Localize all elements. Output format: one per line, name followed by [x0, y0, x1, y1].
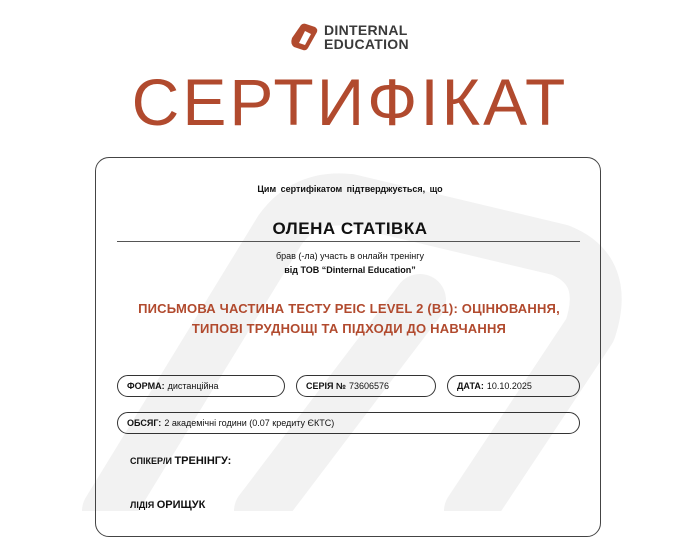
course-title [120, 299, 578, 339]
participation-block [0, 249, 700, 277]
speaker-first-name: ЛІДІЯ [130, 500, 155, 510]
intro-text: Цим сертифікатом підтверджується, що [257, 184, 443, 194]
certificate-title: СЕРТИФІКАТ [131, 65, 569, 139]
speaker-label-b: ТРЕНІНГУ: [174, 455, 232, 467]
date-field [447, 375, 580, 397]
name-underline [117, 241, 580, 242]
form-label: ФОРМА: [127, 381, 165, 391]
brand-logo [288, 22, 409, 52]
date-value: 10.10.2025 [486, 381, 532, 391]
volume-value: 2 академічні години (0.07 кредиту ЄКТС) [164, 418, 335, 428]
serial-field [296, 375, 436, 397]
speaker-label-a: СПІКЕР/И [130, 456, 172, 466]
speaker-name [130, 499, 205, 511]
serial-value: 73606576 [349, 381, 390, 391]
volume-field [117, 412, 580, 434]
course-title-line-2: ТИПОВІ ТРУДНОЩІ ТА ПІДХОДИ ДО НАВЧАННЯ [191, 321, 507, 336]
logo-line-2: EDUCATION [324, 36, 409, 52]
course-title-line-1: ПИСЬМОВА ЧАСТИНА ТЕСТУ PEIC LEVEL 2 (B1): ОЦІНЮВАННЯ, [138, 301, 560, 316]
organization-text: від ТОВ “Dinternal Education” [284, 265, 416, 275]
logo-text [324, 23, 409, 51]
speaker-label [130, 455, 231, 467]
participation-text: брав (-ла) участь в онлайн тренінгу [275, 251, 425, 261]
form-field [117, 375, 285, 397]
logo-line-1: DINTERNAL [324, 22, 408, 38]
date-label: ДАТА: [457, 381, 484, 391]
serial-label: СЕРІЯ № [306, 381, 347, 391]
speaker-last-name: ОРИЩУК [156, 499, 206, 511]
form-value: дистанційна [167, 381, 219, 391]
recipient-name: ОЛЕНА СТАТІВКА [272, 219, 428, 238]
dinternal-logo-icon [288, 22, 320, 52]
volume-label: ОБСЯГ: [127, 418, 162, 428]
certificate-frame [95, 157, 601, 537]
